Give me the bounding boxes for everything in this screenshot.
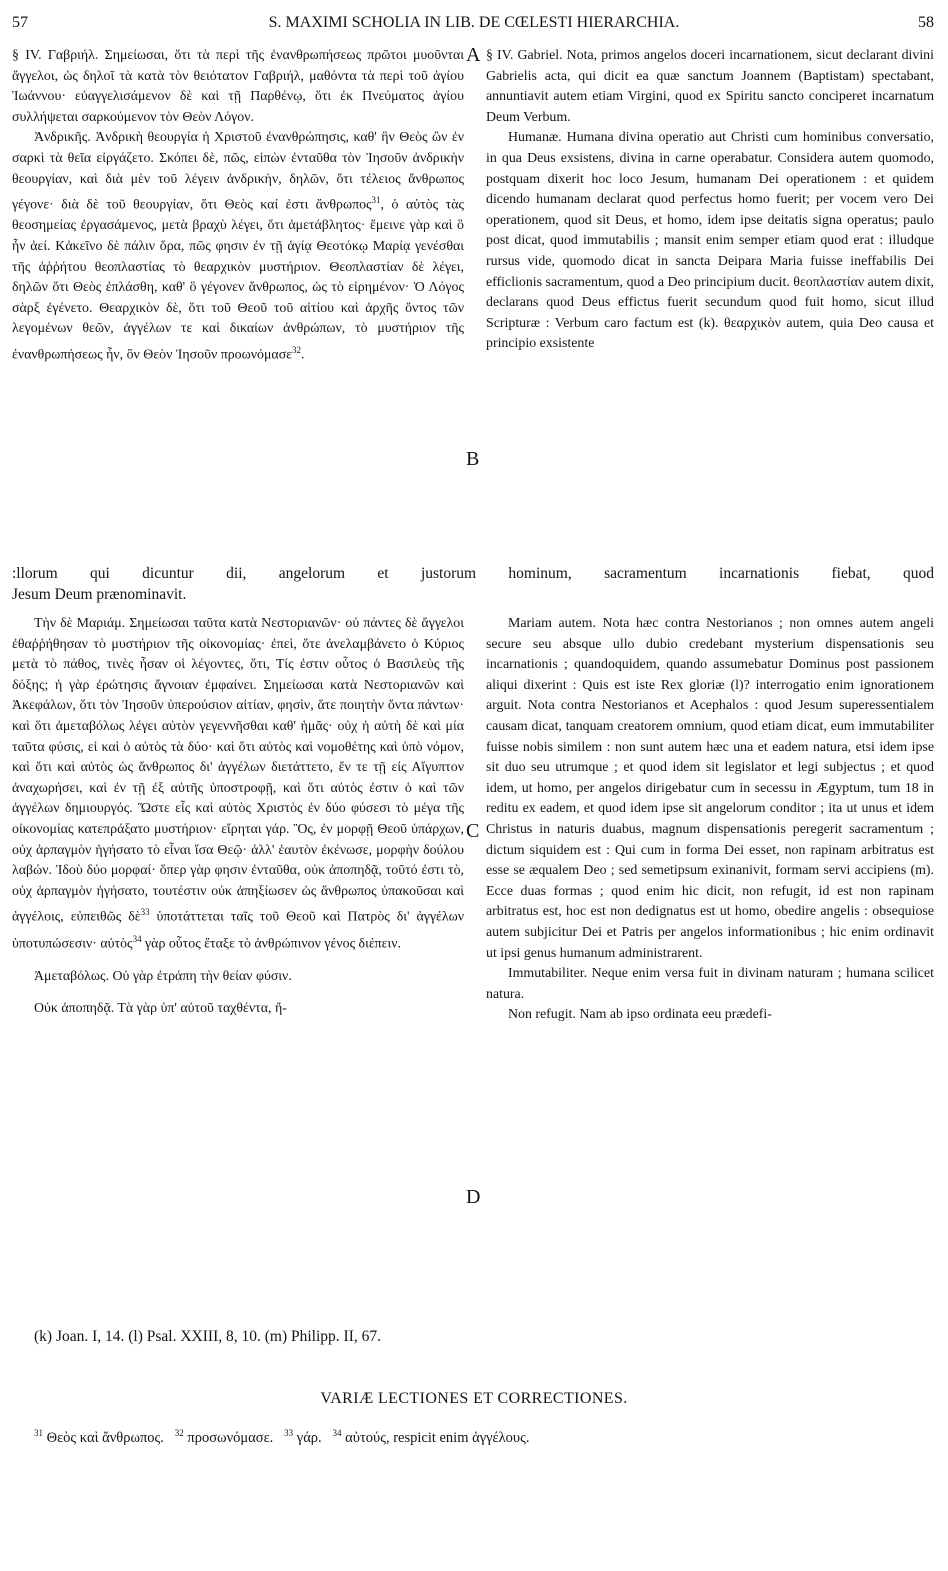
latin-paragraph-immutabiliter: Immutabiliter. Neque enim versa fuit in divinam naturam ; humana scilicet natura. xyxy=(486,966,934,1002)
variant-ref-31: 31 xyxy=(371,195,381,206)
greek-paragraph-mariam: Τὴν δὲ Μαριάμ. Σημείωσαι ταῦτα κατὰ Νεστοριανῶν· οὐ πάντες δὲ ἄγγελοι ἐθαῤῥήθησαν τὸ μυστήριον τῆς οἰκονομίας· ἐπεὶ, ὅτε ἀνελαμβάνετο ὁ Κύριος μετὰ τὸ πάθος, τινὲς ἦσαν οἱ λέγοντες, ὅτι, Τίς ἐστιν οὗτος ὁ Βασιλεὺς τῆς δόξης; ἡ γὰρ ἐρώτησις ἄγνοιαν ἐμφαίνει. Σημείωσαι κατὰ Νεστοριανῶν καὶ Ἀκεφάλων, ὅτι τὸν Ἰησοῦν ὑπερούσιον αἰτίαν, φησὶν, ἅτε ποιητὴν ὄντα πάντων· καὶ ὅτι ἀμεταβόλως λέγει αὐτὸν γεγεννῆσθαι καθ' ἡμᾶς· οὐχ ἡ αὐτὴ δὲ καὶ μία ταῦτα φύσις, εἰ καὶ ὁ αὐτὸς τὰ δύο· καὶ ὅτι αὐτὸς καὶ νομοθέτης καὶ ὑπὸ νόμον, καὶ ὅτι καὶ αὐτὸς ὡς ἄνθρωπος δι' ἀγγέλων διετάττετο, ἔν τε τῇ εἰς Αἴγυπτον ἀναχωρήσει, καὶ ἐν τῇ ἐξ αὐτῆς ὑποστροφῇ, καὶ ὅτι αὐτὸς ἐστιν ὁ καὶ τῶν ἀγγέλων δημιουργός. Ὥστε εἷς καὶ αὐτὸς Χριστὸς ἐν δύο φύσεσι τὸ μέγα τῆς οἰκονομίας κατεπράξατο μυστήριον· εἴρηται γάρ. Ὃς, ἐν μορφῇ Θεοῦ ὑπάρχων, οὐχ ἁρπαγμὸν ἡγήσατο τὸ εἶναι ἴσα Θεῷ· ἀλλ' ἑαυτὸν ἐκένωσε, μορφὴν δούλου λαβών. Ἰδοὺ δύο μορφαί· ὅπερ γὰρ φησιν ἐνταῦθα, οὐκ ἀποπηδᾷ, τοῦτό ἐστι τὸ, οὐχ ἁρπαγμὸν ἡγήσατο, τουτέστιν οὐκ ἀπηξίωσεν ὡς ἄνθρωπος ὑπακοῦσαι καὶ ἀγγέλοις, εὐπειθῶς δὲ$^{33}$ ὑποτάττεται ταῖς τοῦ Θεοῦ καὶ Πατρὸς δι' ἀγγέλων ὑποτυπώσεσιν· αὐτὸς$^{34}$ γὰρ οὗτος ἔταξε τὸ ἀνθρώπινον γένος διέπειν. xyxy=(12,616,464,952)
section-marker-a: A xyxy=(466,44,481,66)
variant-ref-34: 34 xyxy=(132,933,142,944)
section-marker-c: C xyxy=(466,820,480,842)
greek-paragraph-ouk-apopeda: Οὐκ ἀποπηδᾷ. Τὰ γὰρ ὑπ' αὐτοῦ ταχθέντα, ἤ- xyxy=(34,1001,287,1017)
page-number-right: 58 xyxy=(918,14,934,31)
spanning-line-1: :llorum qui dicuntur dii, angelorum et justorum hominum, sacramentum incarnationis fiebat, quod xyxy=(12,565,934,582)
running-title: S. MAXIMI SCHOLIA IN LIB. DE CŒLESTI HIERARCHIA. xyxy=(268,14,680,31)
variant-32: προσωνόμασε. xyxy=(187,1429,274,1446)
latin-column-upper xyxy=(486,46,934,576)
latin-paragraph-non-refugit: Non refugit. Nam ab ipso ordinata eeu prædefi- xyxy=(508,1007,772,1023)
variant-ref-33: 33 xyxy=(140,907,150,918)
variae-lectiones-heading: VARIÆ LECTIONES ET CORRECTIONES. xyxy=(320,1390,628,1407)
latin-paragraph-gabriel: § IV. Gabriel. Nota, primos angelos doceri incarnationem, sicut declarant divini Gabrielis acta, qui dicit ea quæ sanctum Joannem (Baptistam) spectabant, annuntiavit autem etiam Virgini, quod ex Spiritu sancto conciperet incarnatum Deum Verbum. xyxy=(486,48,934,125)
latin-paragraph-mariam: Mariam autem. Nota hæc contra Nestorianos ; non omnes autem angeli secure seu absque ullo dubio credebant mysterium dispensationis seu incarnationis ; quandoquidem, quando assumebatur Dominus post passionem aliqui dixerint : Quis est iste Rex gloriæ (l)? interrogatio enim ignorationem arguit. Nota contra Nestorianos et Acephalos : quod Jesum superessentialem causam dicat, tanquam creatorem omnium, quod etiam dicat, eum immutabiliter fuisse nobis similem : non sunt autem hæc una et eadem natura, etsi idem ipse sit duo seu utrumque ; et quod idem sit legislator et legi subjectus ; et quod idem, ut homo, per angelos dirigebatur cum in secessu in Ægyptum, tum 18 in reditu ex eadem, et quod idem ipse sit angelorum conditor ; ita ut unus et idem Christus in naturis duabus, magnum dispensationis peregerit sacramentum ; dictum siquidem est : Qui cum in forma Dei esset, non rapinam arbitratus est esse se æqualem Deo ; sed semetipsum exinanivit, formam servi accipiens (m). Ecce duas formas ; quod enim hic dicit, non refugit, id est non rapinam arbitratus est, hoc est non dedignatus est ut homo, obedire angelis : obsequiose autem subjicitur Dei et Patris per angelos informationibus ; hic enim ordinavit ut ipsi genus humanum administrarent. xyxy=(486,616,934,961)
section-marker-b: B xyxy=(466,448,480,470)
greek-column-upper xyxy=(12,46,464,576)
latin-column-lower xyxy=(486,614,934,1314)
greek-paragraph-andrikes: Ἀνδρικῆς. Ἀνδρικὴ θεουργία ἡ Χριστοῦ ἐνανθρώπησις, καθ' ἣν Θεὸς ὢν ἐν σαρκὶ τὰ θεῖα εἰργάζετο. Σκόπει δὲ, πῶς, εἰπὼν ἐνταῦθα τὸν Ἰησοῦν ἀνδρικὴν θεουργίαν, καὶ διὰ μὲν τοῦ λέγειν ἀνδρικὴν, δηλῶν, ὅτι τέλειος ἄνθρωπος γέγονε· διὰ δὲ τοῦ θεουργίαν, ὅτι Θεὸς καί ἐστι ἄνθρωπος$^{31}$, ὁ αὐτὸς τὰς θεοσημείας ἐργασάμενος, μετὰ βραχὺ λέγει, ὅτι ἀμετάβλητος· ἔμεινε γὰρ καὶ ὃ ἦν ἀεί. Κἀκεῖνο δὲ πάλιν ὅρα, πῶς φησιν ἐν τῇ ἁγίᾳ Θεοτόκῳ Μαρίᾳ γενέσθαι τῆς ἀῤῥήτου θεοπλαστίας τὸ θεαρχικὸν μυστήριον. Θεοπλαστίαν δὲ λέγει, δηλῶν ὅτι Θεὸς ἐπλάσθη, καθ' ὃ γέγονεν ἄνθρωπος, ὡς τὸ εἰρημένον· Ὁ Λόγος σὰρξ ἐγένετο. Θεαρχικὸν δὲ, ὅτι τοῦ Θεοῦ τοῦ αἰτίου καὶ ἀρχῆς ὄντος τῶν λεγομένων θεῶν, ἀγγέλων τε καὶ δικαίων ἀνθρώπων, τὸ μυστήριον τῆς ἐνανθρωπήσεως ἦν, ὃν Θεὸν Ἰησοῦν προωνόμασε$^{32}$. xyxy=(12,130,464,363)
greek-column-lower xyxy=(12,614,464,1314)
variant-ref-32: 32 xyxy=(292,344,302,355)
running-header xyxy=(0,14,948,38)
variae-lectiones-list: $^{31}$ Θεὸς καὶ ἄνθρωπος. $^{32}$ προσωνόμασε. $^{33}$ γάρ. $^{34}$ αὐτούς, respicit enim ἀγγέλους. xyxy=(34,1428,530,1446)
variant-33: γάρ. xyxy=(296,1429,322,1446)
section-marker-d: D xyxy=(466,1186,481,1208)
page-number-left: 57 xyxy=(12,14,28,31)
footnote-references: (k) Joan. I, 14. (l) Psal. XXIII, 8, 10. (m) Philipp. II, 67. xyxy=(34,1328,381,1345)
variant-31: Θεὸς καὶ ἄνθρωπος. xyxy=(46,1429,164,1446)
spanning-line-2: Jesum Deum prænominavit. xyxy=(12,586,187,603)
variant-34: αὐτούς, respicit enim ἀγγέλους. xyxy=(345,1429,530,1446)
greek-paragraph-ametabolos: Ἀμεταβόλως. Οὐ γὰρ ἐτράπη τὴν θείαν φύσιν. xyxy=(34,968,292,984)
latin-paragraph-humanae: Humanæ. Humana divina operatio aut Christi cum hominibus conversatio, in qua Deus exsistens, divina in carne operabatur. Considera autem quomodo, postquam dixerit hoc loco Jesum, humanam Dei operationem : et quidem dicendo humanam declarat quod perfectus homo fuerit; per vocem vero Dei operationem, quod sit Deus, et homo, idem ipse deitatis signa operatus; paulo post dicat, quod immutabilis ; mansit enim semper etiam quod erat : illudque rursus vide, quomodo dicat in sancta Deipara Maria fuisse ineffabilis Dei efficlionis sacramentum, quod a Deo principium ducit. θεοπλαστίαν autem dixit, declarans quod Deus effictus fuerit secundum quod fuit homo, sicut illud Scripturæ : Verbum caro factum est (k). θεαρχικὸν autem, quia Deo causa et principio exsistente xyxy=(486,130,934,352)
greek-paragraph-gabriel: § IV. Γαβριήλ. Σημείωσαι, ὅτι τὰ περὶ τῆς ἐνανθρωπήσεως πρῶτοι μυοῦνται ἄγγελοι, ὡς δηλοῖ τὰ κατὰ τὸν θειότατον Γαβριήλ, μαθόντα τὰ περὶ τοῦ ἁγίου Ἰωάννου· εὐαγγελισάμενον δὲ καὶ τῇ Παρθένῳ, ὅτι ἐκ Πνεύματος ἁγίου συλλήψεται σαρκούμενον τὸν Θεὸν Λόγον. xyxy=(12,48,464,125)
